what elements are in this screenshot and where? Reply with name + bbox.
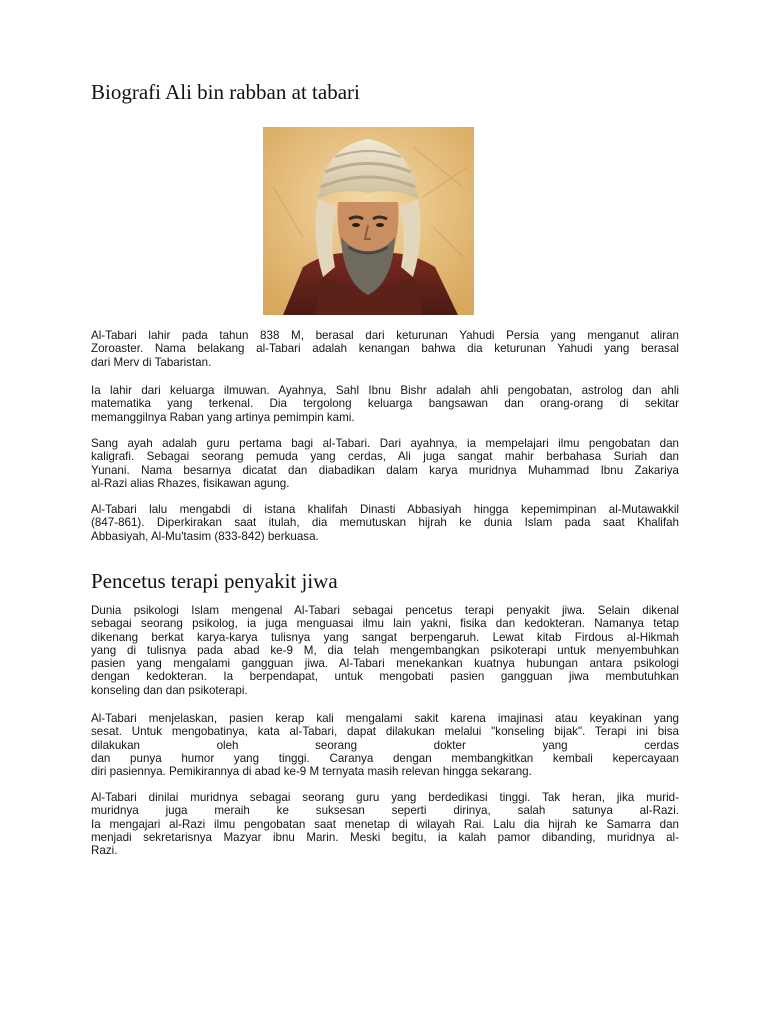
paragraph-abbasid xyxy=(91,503,679,543)
paragraph-psychology xyxy=(91,604,679,697)
text-line: pasien yang mengalami gangguan jiwa. Al-Tabari menekankan kuatnya hubungan antara psikologi xyxy=(91,657,679,671)
text-line: menjadi sekretarisnya Mazyar ibnu Marin. Meski begitu, ia kalah pamor dibanding, muridnya al- xyxy=(91,830,679,844)
paragraph-birth xyxy=(91,329,679,369)
text-line: Al-Tabari lahir pada tahun 838 M, berasal dari keturunan Yahudi Persia yang menganut aliran xyxy=(91,329,679,342)
text-line: matematika yang terkenal. Dia tergolong keluarga bangsawan dan orang-orang di sekitar xyxy=(91,397,679,411)
text-line: konseling dan dan psikoterapi. xyxy=(91,683,248,697)
page-title: Biografi Ali bin rabban at tabari xyxy=(91,80,360,104)
text-line: memanggilnya Raban yang artinya pemimpin kami. xyxy=(91,410,355,424)
text-line: Zoroaster. Nama belakang al-Tabari adalah kenangan bahwa dia keturunan Yahudi yang berasal xyxy=(91,342,679,356)
text-line: Al-Tabari dinilai muridnya sebagai seorang guru yang berdedikasi tinggi. Tak heran, jika murid- xyxy=(91,791,679,804)
text-line: kaligrafi. Sebagai seorang pemuda yang cerdas, Ali juga sangat mahir berbahasa Suriah dan xyxy=(91,450,679,464)
text-line: diri pasiennya. Pemikirannya di abad ke-9 M ternyata masih relevan hingga sekarang. xyxy=(91,765,532,779)
text-line: al-Razi alias Rhazes, fisikawan agung. xyxy=(91,476,290,490)
text-line: Sang ayah adalah guru pertama bagi al-Tabari. Dari ayahnya, ia mempelajari ilmu pengobatan dan xyxy=(91,437,679,450)
text-line: yang di tulisnya pada abad ke-9 M, dia telah mengembangkan psikoterapi untuk menyembuhkan xyxy=(91,643,679,657)
text-line: dikenang berkat karya-karya tulisnya yang sangat berpengaruh. Lewat kitab Firdous al-Hikmah xyxy=(91,630,679,644)
text-line: dilakukan oleh seorang dokter yang cerdas xyxy=(91,738,679,752)
text-line: sesat. Untuk mengobatinya, kata al-Tabari, dapat dilakukan melalui "konseling bijak". Terapi ini bisa xyxy=(91,725,679,739)
text-line: Abbasiyah, Al-Mu'tasim (833-842) berkuasa. xyxy=(91,529,319,543)
text-line: Dunia psikologi Islam mengenal Al-Tabari sebagai pencetus terapi penyakit jiwa. Selain dikenal xyxy=(91,604,679,617)
text-line: Al-Tabari menjelaskan, pasien kerap kali mengalami sakit karena imajinasi atau keyakinan yang xyxy=(91,712,679,725)
paragraph-students xyxy=(91,791,679,857)
text-line: dengan kedokteran. Ia berpendapat, untuk mengobati pasien gangguan jiwa membutuhkan xyxy=(91,670,679,684)
text-line: Ia lahir dari keluarga ilmuwan. Ayahnya, Sahl Ibnu Bishr adalah ahli pengobatan, astrolog dan ahli xyxy=(91,384,679,397)
text-line: Ia mengajari al-Razi ilmu pengobatan saat menetap di wilayah Rai. Lalu dia hijrah ke Samarra dan xyxy=(91,817,679,831)
text-line: Razi. xyxy=(91,844,118,858)
section-title: Pencetus terapi penyakit jiwa xyxy=(91,569,338,593)
paragraph-family xyxy=(91,384,679,424)
text-line: muridnya juga meraih ke suksesan seperti dirinya, salah satunya al-Razi. xyxy=(91,804,679,818)
text-line: dan punya humor yang tinggi. Caranya dengan membangkitkan kembali kepercayaan xyxy=(91,751,679,765)
text-line: Yunani. Nama besarnya dicatat dan diabadikan dalam karya muridnya Muhammad Ibnu Zakariya xyxy=(91,463,679,477)
text-line: Al-Tabari lalu mengabdi di istana khalifah Dinasti Abbasiyah hingga kepemimpinan al-Mutawakkil xyxy=(91,503,679,516)
paragraph-father xyxy=(91,437,679,490)
text-line: (847-861). Diperkirakan saat itulah, dia memutuskan hijrah ke dunia Islam pada saat Khalifah xyxy=(91,516,679,530)
paragraph-therapy xyxy=(91,712,679,778)
portrait-image xyxy=(263,127,474,315)
text-line: sebagai seorang psikolog, ia juga menguasai ilmu lain yakni, fisika dan kedokteran. Namanya tetap xyxy=(91,617,679,631)
text-line: dari Merv di Tabaristan. xyxy=(91,355,212,369)
